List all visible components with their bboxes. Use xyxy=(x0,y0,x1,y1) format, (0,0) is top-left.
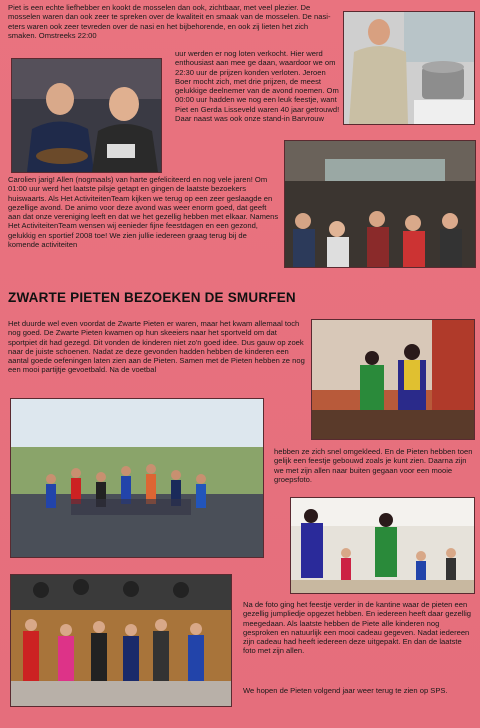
photo-group-presents xyxy=(10,574,232,707)
photo-men-eating-mussels xyxy=(11,58,162,173)
photo-party-canteen xyxy=(284,140,476,268)
article2-paragraph-4: We hopen de Pieten volgend jaar weer terug te zien op SPS. xyxy=(243,686,448,695)
article2-paragraph-1: Het duurde wel even voordat de Zwarte Pieten er waren, maar het kwam allemaal toch nog goed. De Zwarte Pieten kwamen op hun skeeiers naar het sportveld om dat sportpiet dit had gezegd. Dit vonden de kinderen niet zo'n goed idee. Dus gauw op zoek naar de juiste schoenen. Nadat ze deze gevonden hadden hebben de kinderen een aantal goede oefeningen laten zien aan de Pieten. Samen met de Pieten hebben ze nog een mooi partijtje gevoetbald. Na de voetbal xyxy=(8,319,305,375)
article1-paragraph-top: Piet is een echte liefhebber en kookt de mosselen dan ook, zichtbaar, met veel plezier. De mosselen waren dan ook zeer te spreken over de kwaliteit en smaak van de mosselen. De nasi-eters waren ook zeer tevreden over de nasi en het bijbehorende, en ook zij lieten het zich smaken. Omstreeks 22:00 xyxy=(8,3,331,40)
article1-paragraph-right: uur werden er nog loten verkocht. Hier werd enthousiast aan mee ge daan, waardoor we om 22:30 uur de prijzen konden verloten. Jeroen Boer mocht zich, met drie prijzen, de meest gelukkige deelnemer van de avond noemen. Om 00:00 uur hadden we nog een leuk feestje, want Piet en Gerda Lisseveld waren 40 jaar getrouwd! Daar naast was ook onze stand-in Barvrouw xyxy=(175,49,340,124)
photo-children-sports-field xyxy=(10,398,264,558)
article2-paragraph-3: Na de foto ging het feestje verder in de kantine waar de pieten een gezellig jumpliedje opgezet hebben. En iedereen heeft daar gezellig meegedaan. Als laatste hebben de Piete alle kinderen nog gesproken en natuurlijk een mooi cadeau gegeven. Nadat iedereen zijn cadeau had heeft iedereen deze uitgepakt. En dan de laatste foto met zijn allen. xyxy=(243,600,471,656)
photo-piet-cooking xyxy=(343,11,475,125)
photo-pieten-party xyxy=(290,497,475,594)
article2-heading: ZWARTE PIETEN BEZOEKEN DE SMURFEN xyxy=(8,290,296,305)
photo-zwarte-pieten-indoor xyxy=(311,319,475,440)
article1-paragraph-bottom: Carolien jarig! Allen (nogmaals) van harte gefeliciteerd en nog vele jaren! Om 01:00 uur werd het laatste pilsje getapt en gingen de laatste bezoekers huiswaarts. Als Het ActiviteitenTeam kijken we terug op een zeer geslaagde en gezellige avond. De animo voor deze avond was weer enorm goed, dat geeft aan dat onze vereniging leeft en dat we het gezellig hebben met elkaar. Namens Het ActiviteitenTeam wensen wij eenieder fijne feestdagen en een gezond, gelukkig en sportief 2008 toe! We zien jullie iedereen graag terug bij de komende activiteiten xyxy=(8,175,279,250)
article2-paragraph-2: hebben ze zich snel omgekleed. En de Pieten hebben toen gelijk een feestje gebouwd zoals je kunt zien. Daarna zijn we met zijn allen naar buiten gegaan voor een mooie groepsfoto. xyxy=(274,447,473,484)
